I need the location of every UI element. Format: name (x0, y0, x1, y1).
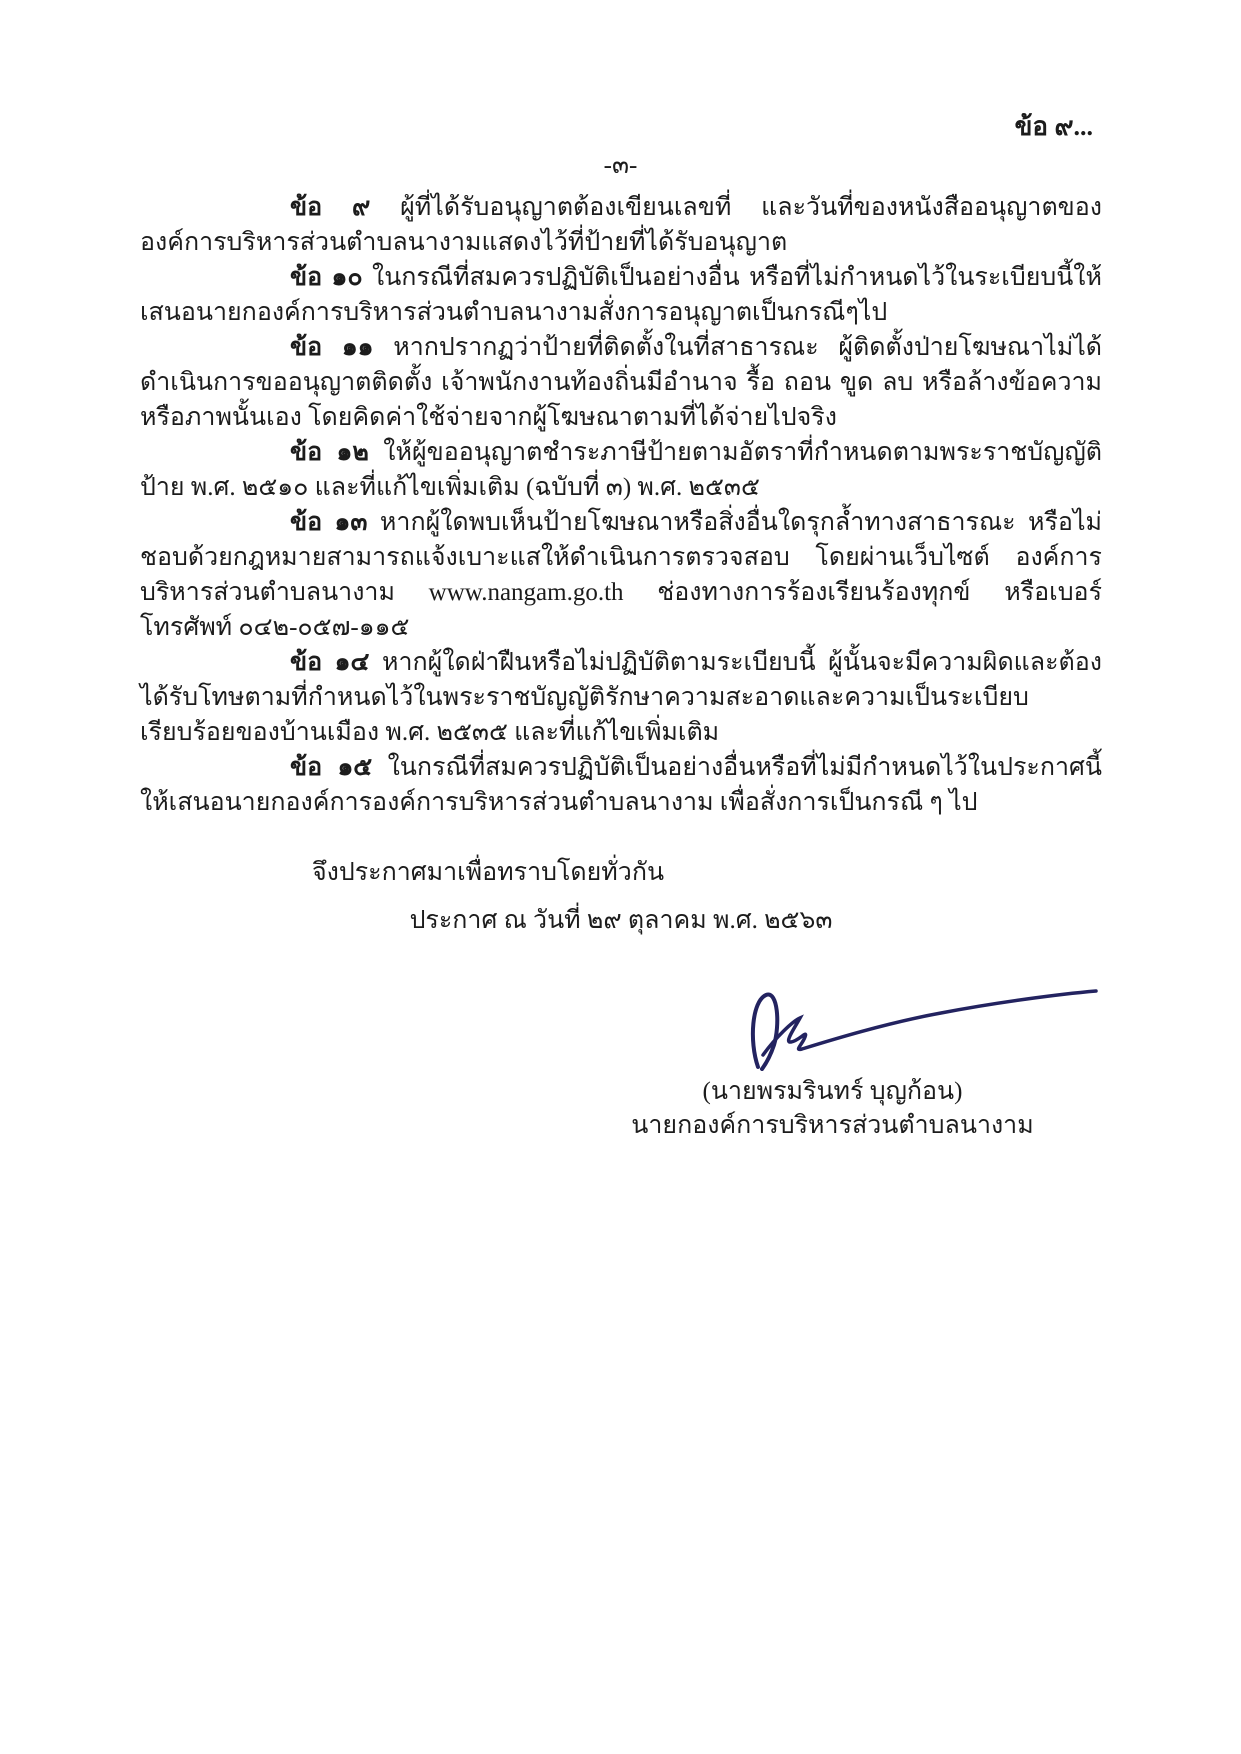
continuation-marker: ข้อ ๙... (1014, 112, 1093, 141)
clause-14 (140, 645, 1102, 750)
clause-label: ข้อ ๑๓ (290, 509, 368, 536)
clause-text: ในกรณีที่สมควรปฏิบัติเป็นอย่างอื่น หรือที่ไม่กำหนดไว้ในระเบียบนี้ให้เสนอนายกองค์การบริหารส่วนตำบลนางามสั่งการอนุญาตเป็นกรณีๆไป (140, 264, 1102, 326)
clause-11 (140, 330, 1102, 435)
clause-label: ข้อ ๑๕ (290, 754, 373, 781)
clause-9 (140, 190, 1102, 260)
signature (560, 985, 1105, 1073)
clause-label: ข้อ ๑๒ (290, 439, 369, 466)
handwritten-signature-icon (736, 985, 1101, 1071)
clause-label: ข้อ ๑๑ (290, 334, 374, 361)
clause-13 (140, 505, 1102, 645)
clause-text: ผู้ที่ได้รับอนุญาตต้องเขียนเลขที่ และวันที่ของหนังสืออนุญาตขององค์การบริหารส่วนตำบลนางามแสดงไว้ที่ป้ายที่ได้รับอนุญาต (140, 194, 1102, 256)
clause-label: ข้อ ๙ (290, 194, 371, 221)
clause-label: ข้อ ๑๔ (290, 649, 370, 676)
signer-name: (นายพรมรินทร์ บุญก้อน) (702, 1078, 963, 1105)
clause-12 (140, 435, 1102, 505)
clause-15 (140, 750, 1102, 820)
page-number: -๓- (603, 152, 638, 179)
document-body (140, 190, 1102, 938)
clause-text: ในกรณีที่สมควรปฏิบัติเป็นอย่างอื่นหรือที่ไม่มีกำหนดไว้ในประกาศนี้ให้เสนอนายกองค์การองค์การบริหารส่วนตำบลนางาม เพื่อสั่งการเป็นกรณี ๆ ไป (140, 754, 1102, 816)
closing-statement: จึงประกาศมาเพื่อทราบโดยทั่วกัน (312, 859, 665, 886)
clause-text: หากผู้ใดพบเห็นป้ายโฆษณาหรือสิ่งอื่นใดรุกล้ำทางสาธารณะ หรือไม่ชอบด้วยกฎหมายสามารถแจ้งเบาะแสให้ดำเนินการตรวจสอบ โดยผ่านเว็บไซต์ องค์การบริหารส่วนตำบลนางาม www.nangam.go.th ช่องทางการร้องเรียนร้องทุกข์ หรือเบอร์โทรศัพท์ ๐๔๒-๐๕๗-๑๑๕ (140, 509, 1102, 641)
clause-text: หากปรากฏว่าป้ายที่ติดตั้งในที่สาธารณะ ผู้ติดตั้งป่ายโฆษณาไม่ได้ดำเนินการขออนุญาตติดตั้ง เจ้าพนักงานท้องถิ่นมีอำนาจ รื้อ ถอน ขูด ลบ หรือล้างข้อความหรือภาพนั้นเอง โดยคิดค่าใช้จ่ายจากผู้โฆษณาตามที่ได้จ่ายไปจริง (140, 334, 1103, 431)
announcement-date-line: ประกาศ ณ วันที่ ๒๙ ตุลาคม พ.ศ. ๒๕๖๓ (409, 907, 833, 934)
signature-block (560, 985, 1105, 1143)
clause-label: ข้อ ๑๐ (290, 264, 363, 291)
signer-title: นายกองค์การบริหารส่วนตำบลนางาม (631, 1112, 1034, 1139)
clause-10 (140, 260, 1102, 330)
clause-text: หากผู้ใดฝ่าฝืนหรือไม่ปฏิบัติตามระเบียบนี้ ผู้นั้นจะมีความผิดและต้องได้รับโทษตามที่กำหนดไว้ในพระราชบัญญัติรักษาความสะอาดและความเป็นระเบียบเรียบร้อยของบ้านเมือง พ.ศ. ๒๕๓๕ และที่แก้ไขเพิ่มเติม (140, 649, 1102, 746)
clause-text: ให้ผู้ขออนุญาตชำระภาษีป้ายตามอัตราที่กำหนดตามพระราชบัญญัติป้าย พ.ศ. ๒๕๑๐ และที่แก้ไขเพิ่มเติม (ฉบับที่ ๓) พ.ศ. ๒๕๓๕ (140, 439, 1102, 501)
